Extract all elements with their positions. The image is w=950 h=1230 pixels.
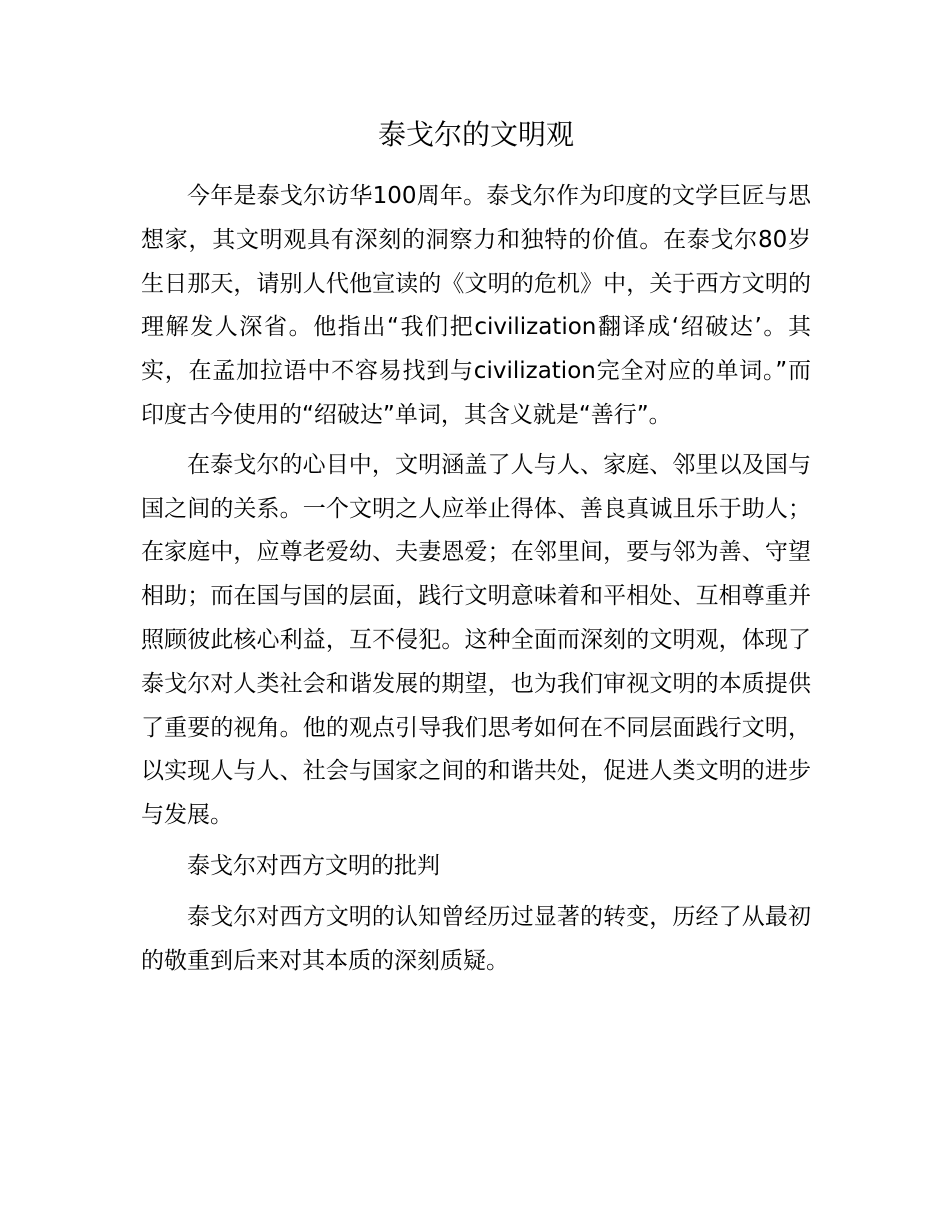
paragraph: 在泰戈尔的心目中，文明涵盖了人与人、家庭、邻里以及国与国之间的关系。一个文明之人应举止得体、善良真诚且乐于助人；在家庭中，应尊老爱幼、夫妻恩爱；在邻里间，要与邻为善、守望相助；而在国与国的层面，践行文明意味着和平相处、互相尊重并照顾彼此核心利益，互不侵犯。这种全面而深刻的文明观，体现了泰戈尔对人类社会和谐发展的期望，也为我们审视文明的本质提供了重要的视角。他的观点引导我们思考如何在不同层面践行文明，以实现人与人、社会与国家之间的和谐共处，促进人类文明的进步与发展。 <box>141 451 811 829</box>
paragraph: 泰戈尔对西方文明的认知曾经历过显著的转变，历经了从最初的敬重到后来对其本质的深刻质疑。 <box>141 903 811 974</box>
section-heading: 泰戈尔对西方文明的批判 <box>187 852 440 879</box>
document-body <box>141 114 811 983</box>
page-title: 泰戈尔的文明观 <box>377 118 574 151</box>
paragraph: 今年是泰戈尔访华100周年。泰戈尔作为印度的文学巨匠与思想家，其文明观具有深刻的洞察力和独特的价值。在泰戈尔80岁生日那天，请别人代他宣读的《文明的危机》中，关于西方文明的理解发人深省。他指出“我们把civilization翻译成‘绍破达’。其实，在孟加拉语中不容易找到与civilization完全对应的单词。”而印度古今使用的“绍破达”单词，其含义就是“善行”。 <box>141 183 811 428</box>
